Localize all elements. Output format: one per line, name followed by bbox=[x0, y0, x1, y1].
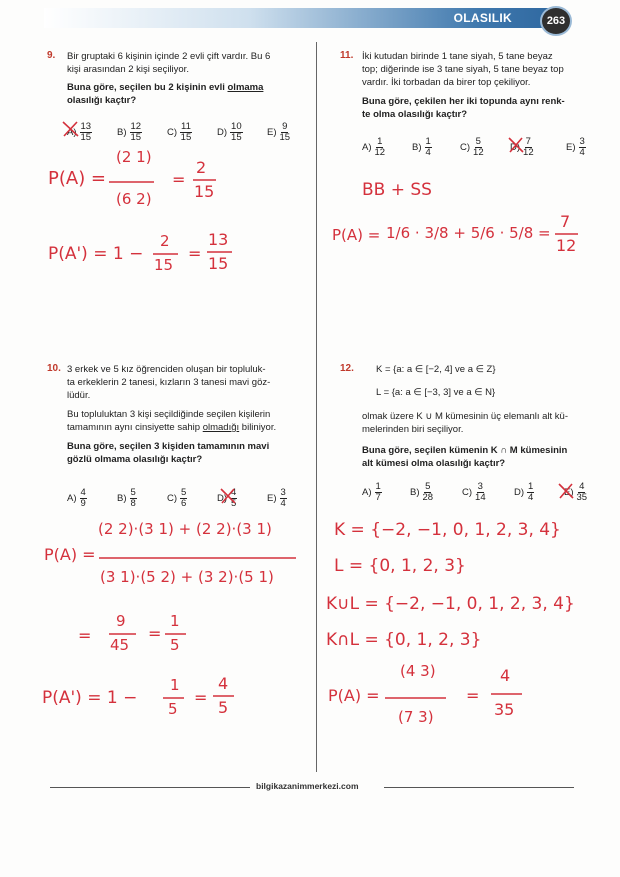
hand-fraction-line bbox=[108, 180, 156, 184]
q10-options bbox=[67, 488, 307, 509]
hand-q10-comp-res-num: 4 bbox=[218, 674, 229, 693]
hand-q10-r2-den: 5 bbox=[170, 636, 180, 654]
q11-option-a[interactable]: A) $\frac{1}{12}$ bbox=[362, 136, 386, 158]
footer-site: bilgikazanimmerkezi.com bbox=[256, 781, 359, 791]
hand-eq: = bbox=[148, 624, 162, 643]
hand-q9-binom-top: (2 1) bbox=[116, 148, 152, 166]
hand-q12-union: K∪L = {−2, −1, 0, 1, 2, 3, 4} bbox=[326, 594, 575, 614]
answer-mark-icon bbox=[556, 481, 576, 501]
q9-option-c[interactable]: C) $\frac{11}{15}$ bbox=[167, 121, 192, 143]
stem-line: İki kutudan birinde 1 tane siyah, 5 tane beyaz bbox=[362, 51, 553, 62]
question-11-stem bbox=[362, 50, 598, 121]
stem-line: 3 erkek ve 5 kız öğrenciden oluşan bir topluluk- bbox=[67, 364, 266, 375]
q11-options bbox=[362, 137, 600, 158]
hand-q9-comp-res-den: 15 bbox=[208, 254, 229, 273]
column-divider bbox=[316, 42, 317, 772]
question-12-sets bbox=[376, 363, 596, 399]
hand-q10-comp-den: 5 bbox=[168, 700, 178, 718]
question-ask-line2: olasılığı kaçtır? bbox=[67, 95, 137, 106]
q12-option-b[interactable]: B) $\frac{5}{28}$ bbox=[410, 481, 434, 503]
ask-underlined: olmama bbox=[227, 82, 264, 93]
hand-q9-comp-den: 15 bbox=[154, 256, 174, 274]
stem-line: tamamının aynı cinsiyette sahip olmadığı biliniyor. bbox=[67, 422, 277, 433]
q9-options bbox=[67, 122, 307, 143]
question-number-10: 10. bbox=[47, 363, 61, 374]
hand-fraction-line bbox=[490, 692, 524, 696]
question-ask-line2: alt kümesi olma olasılığı kaçtır? bbox=[362, 458, 506, 469]
hand-q11-expr: 1/6 · 3/8 + 5/6 · 5/8 = bbox=[386, 224, 551, 242]
question-number-12: 12. bbox=[340, 363, 354, 374]
hand-q10-pa: P(A) = bbox=[44, 545, 96, 564]
ask-text: Buna göre, seçilen bu 2 kişinin evli bbox=[67, 82, 228, 93]
q12-option-d[interactable]: D) $\frac{1}{4}$ bbox=[514, 481, 534, 503]
q12-option-c[interactable]: C) $\frac{3}{14}$ bbox=[462, 481, 486, 503]
q10-option-a[interactable]: A) $\frac{4}{9}$ bbox=[67, 487, 86, 509]
answer-mark-icon bbox=[506, 135, 526, 155]
hand-q12-den: (7 3) bbox=[398, 708, 434, 726]
stem-line: top; diğerinde ise 3 tane siyah, 5 tane beyaz top bbox=[362, 64, 564, 75]
stem-line: olmak üzere K ∪ M kümesinin üç elemanlı alt kü- bbox=[362, 411, 569, 422]
question-ask-line2: te olma olasılığı kaçtır? bbox=[362, 109, 468, 120]
footer-rule-left bbox=[50, 787, 250, 788]
page-number-badge: 263 bbox=[540, 6, 572, 36]
q12-option-a[interactable]: A) $\frac{1}{7}$ bbox=[362, 481, 381, 503]
answer-mark-icon bbox=[60, 119, 82, 139]
hand-q9-comp: P(A') = 1 − bbox=[48, 244, 144, 264]
hand-q12-num: (4 3) bbox=[400, 662, 436, 680]
question-ask: Buna göre, seçilen 3 kişiden tamamının mavi bbox=[67, 441, 270, 452]
question-9-stem bbox=[67, 50, 307, 107]
hand-eq: = bbox=[172, 170, 186, 189]
q9-option-e[interactable]: E) $\frac{9}{15}$ bbox=[267, 121, 291, 143]
q9-option-a[interactable]: A) $\frac{13}{15}$ bbox=[67, 121, 92, 143]
stem-line: vardır. İki torbadan da birer top çekiliyor. bbox=[362, 77, 531, 88]
section-title: OLASILIK bbox=[453, 11, 512, 25]
hand-q9-binom-bottom: (6 2) bbox=[116, 190, 152, 208]
hand-fraction-line bbox=[384, 696, 448, 700]
stem-line: melerinden biri seçiliyor. bbox=[362, 424, 464, 435]
hand-q10-comp-num: 1 bbox=[170, 676, 180, 694]
hand-q12-k: K = {−2, −1, 0, 1, 2, 3, 4} bbox=[334, 520, 561, 540]
hand-q9-res-den: 15 bbox=[194, 182, 215, 201]
footer-rule-right bbox=[384, 787, 574, 788]
hand-q9-pa: P(A) = bbox=[48, 168, 107, 189]
stem-line: Bir gruptaki 6 kişinin içinde 2 evli çift vardır. Bu 6 bbox=[67, 51, 271, 62]
q10-option-d[interactable]: D) $\frac{4}{5}$ bbox=[217, 487, 237, 509]
question-10-stem bbox=[67, 363, 307, 466]
hand-q10-r1-den: 45 bbox=[110, 636, 130, 654]
hand-eq: = bbox=[194, 688, 208, 707]
q11-option-e[interactable]: E) $\frac{3}{4}$ bbox=[566, 136, 585, 158]
question-ask: Buna göre, seçilen kümenin K ∩ M kümesinin bbox=[362, 445, 568, 456]
stem-line: kişi arasından 2 kişi seçiliyor. bbox=[67, 64, 189, 75]
answer-mark-icon bbox=[218, 486, 238, 506]
hand-fraction-line bbox=[98, 556, 298, 560]
hand-q12-res-num: 4 bbox=[500, 666, 511, 685]
hand-q12-res-den: 35 bbox=[494, 700, 515, 719]
stem-line: lüdür. bbox=[67, 390, 91, 401]
question-number-9: 9. bbox=[47, 50, 56, 61]
question-number-11: 11. bbox=[340, 50, 354, 61]
hand-q10-den: (3 1)·(5 2) + (3 2)·(5 1) bbox=[100, 568, 274, 586]
hand-q10-comp: P(A') = 1 − bbox=[42, 688, 138, 708]
hand-q10-num: (2 2)·(3 1) + (2 2)·(3 1) bbox=[98, 520, 272, 538]
q11-option-d[interactable]: D) $\frac{7}{12}$ bbox=[510, 136, 534, 158]
hand-q11-pa: P(A) = bbox=[332, 226, 381, 244]
hand-q10-comp-res-den: 5 bbox=[218, 698, 229, 717]
page-header bbox=[44, 6, 574, 30]
question-ask: Buna göre, çekilen her iki topunda aynı renk- bbox=[362, 96, 565, 107]
q10-option-c[interactable]: C) $\frac{5}{6}$ bbox=[167, 487, 187, 509]
q10-option-b[interactable]: B) $\frac{5}{8}$ bbox=[117, 487, 136, 509]
hand-q10-r2-num: 1 bbox=[170, 612, 180, 630]
q9-option-d[interactable]: D) $\frac{10}{15}$ bbox=[217, 121, 242, 143]
hand-q12-inter: K∩L = {0, 1, 2, 3} bbox=[326, 630, 482, 650]
hand-q11-case: BB + SS bbox=[362, 180, 432, 200]
question-ask bbox=[67, 81, 307, 94]
hand-q9-comp-num: 2 bbox=[160, 232, 170, 250]
hand-q12-pa: P(A) = bbox=[328, 686, 380, 705]
hand-q11-res-den: 12 bbox=[556, 236, 577, 255]
hand-q12-l: L = {0, 1, 2, 3} bbox=[334, 556, 466, 576]
set-k: K = {a: a ∈ [−2, 4] ve a ∈ Z} bbox=[376, 364, 496, 375]
hand-q9-comp-res-num: 13 bbox=[208, 230, 229, 249]
set-l: L = {a: a ∈ [−3, 3] ve a ∈ N} bbox=[376, 387, 496, 398]
stem-line: Bu topluluktan 3 kişi seçildiğinde seçilen kişilerin bbox=[67, 409, 271, 420]
question-ask-line2: gözlü olmama olasılığı kaçtır? bbox=[67, 454, 203, 465]
hand-q9-res-num: 2 bbox=[196, 158, 207, 177]
hand-eq: = bbox=[466, 686, 480, 705]
q12-option-e[interactable]: E) $\frac{4}{35}$ bbox=[564, 481, 588, 503]
hand-q10-r1-num: 9 bbox=[116, 612, 126, 630]
stem-line: ta erkeklerin 2 tanesi, kızların 3 tanesi mavi göz- bbox=[67, 377, 271, 388]
hand-q11-res-num: 7 bbox=[560, 212, 571, 231]
hand-eq: = bbox=[78, 626, 92, 645]
hand-eq: = bbox=[188, 244, 202, 263]
q9-option-b[interactable]: B) $\frac{12}{15}$ bbox=[117, 121, 142, 143]
question-12-stem bbox=[362, 410, 598, 470]
q10-option-e[interactable]: E) $\frac{3}{4}$ bbox=[267, 487, 286, 509]
q11-option-c[interactable]: C) $\frac{5}{12}$ bbox=[460, 136, 484, 158]
q11-option-b[interactable]: B) $\frac{1}{4}$ bbox=[412, 136, 431, 158]
